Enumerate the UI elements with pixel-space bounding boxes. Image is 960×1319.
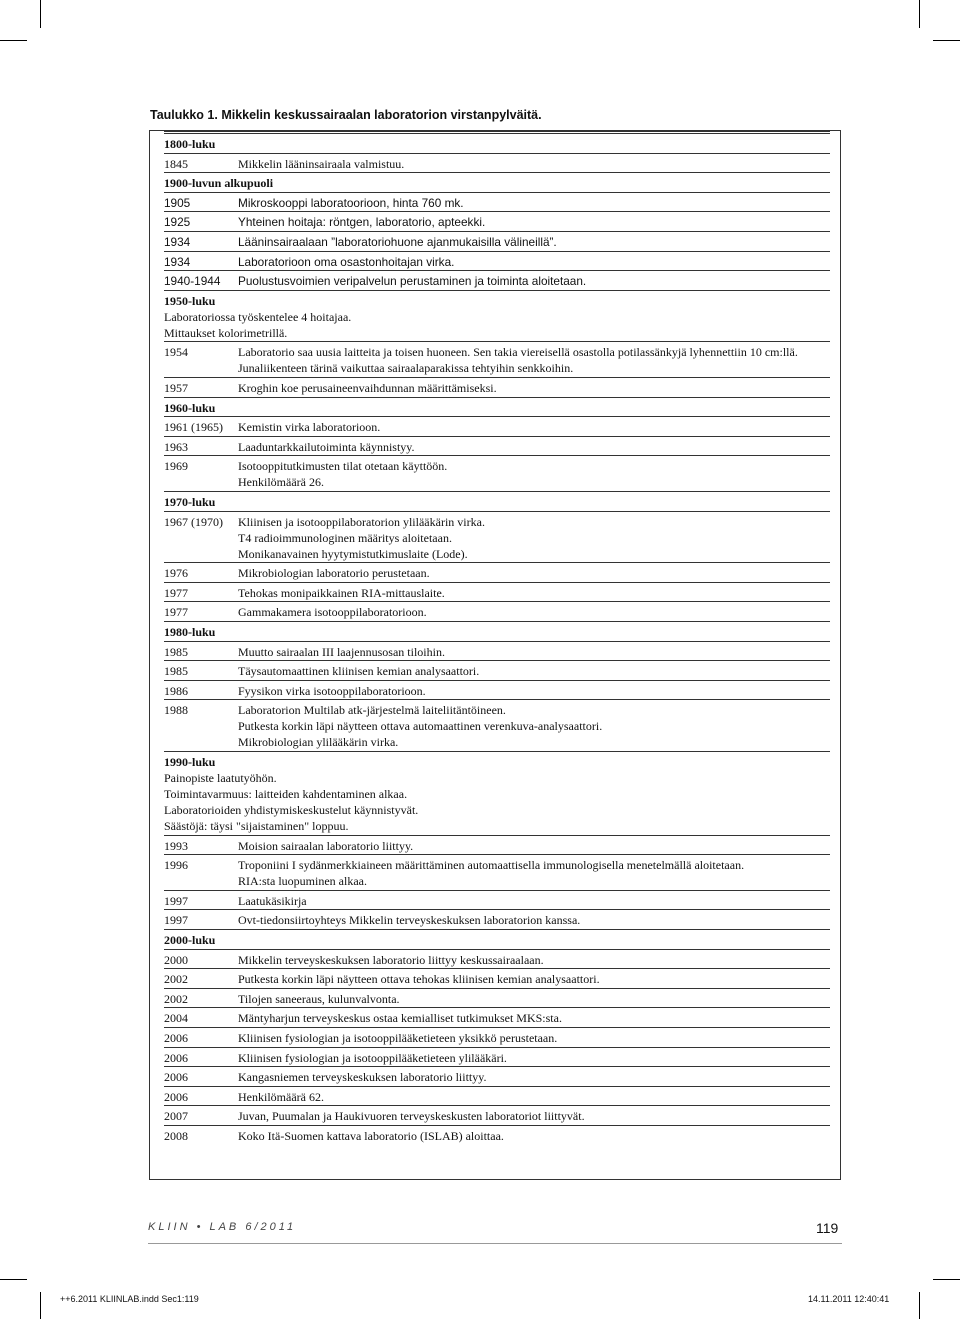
milestone-text: Puolustusvoimien veripalvelun perustaminen ja toiminta aloitetaan. xyxy=(238,274,587,289)
milestone-row xyxy=(164,1086,830,1103)
decade-heading-row xyxy=(164,491,830,508)
decade-note: Laboratoriossa työskentelee 4 hoitajaa. xyxy=(164,309,352,324)
milestone-year: 2000 xyxy=(164,952,188,967)
crop-mark xyxy=(0,1279,27,1280)
decade-note: Säästöjä: täysi "sijaistaminen" loppuu. xyxy=(164,819,349,833)
page-number: 119 xyxy=(816,1220,839,1236)
milestone-year: 1977 xyxy=(164,605,188,620)
milestone-text: T4 radioimmunologinen määritys aloitetaan. xyxy=(238,530,452,545)
milestone-text: Kliinisen ja isotooppilaboratorion ylilääkärin virka. xyxy=(238,514,485,529)
milestone-year: 2006 xyxy=(164,1050,188,1065)
milestone-year: 1963 xyxy=(164,439,188,454)
decade-heading: 1900-luvun alkupuoli xyxy=(164,176,274,191)
milestone-text: Kliinisen fysiologian ja isotooppilääketieteen ylilääkäri. xyxy=(238,1050,507,1065)
milestone-text: Ovt-tiedonsiirtoyhteys Mikkelin terveyskeskuksen laboratorion kanssa. xyxy=(238,913,581,928)
milestone-row xyxy=(164,641,830,658)
milestone-row xyxy=(164,1066,830,1083)
milestone-text: Yhteinen hoitaja: röntgen, laboratorio, apteekki. xyxy=(238,215,486,230)
decade-heading-row xyxy=(164,621,830,638)
crop-mark xyxy=(933,1279,960,1280)
milestone-year: 1997 xyxy=(164,893,188,908)
decade-heading-row xyxy=(164,397,830,414)
decade-heading: 1990-luku xyxy=(164,755,216,769)
crop-mark xyxy=(40,1292,41,1319)
milestone-row xyxy=(164,835,830,852)
footer-rule xyxy=(148,1243,842,1244)
milestone-year: 2002 xyxy=(164,991,188,1006)
milestone-rows xyxy=(164,131,830,1179)
milestone-year: 1954 xyxy=(164,345,188,360)
milestone-year: 1985 xyxy=(164,664,188,679)
milestone-row xyxy=(164,1007,830,1024)
milestone-row xyxy=(164,680,830,697)
milestone-text: Laboratorion Multilab atk-järjestelmä laiteliitäntöineen. xyxy=(238,703,506,718)
table-caption: Taulukko 1. Mikkelin keskussairaalan laboratorion virstanpylväitä. xyxy=(150,108,542,122)
milestone-row xyxy=(164,270,830,287)
milestone-year: 1976 xyxy=(164,566,188,581)
milestone-text: Täysautomaattinen kliinisen kemian analysaattori. xyxy=(238,664,480,679)
milestone-text: Junaliikenteen tärinä vaikuttaa sairaalaparakissa tehtyihin senkkoihin. xyxy=(238,361,574,376)
milestone-row xyxy=(164,211,830,228)
milestone-row xyxy=(164,582,830,599)
milestone-text: Troponiini I sydänmerkkiaineen määrittäminen automaattisella immunologisella menetelmällä aloitetaan. xyxy=(238,858,745,873)
milestone-row xyxy=(164,341,830,374)
milestone-year: 1845 xyxy=(164,156,188,171)
milestone-year: 1985 xyxy=(164,644,188,659)
crop-mark xyxy=(40,0,41,28)
milestone-year: 1996 xyxy=(164,858,188,873)
decade-note: Mittaukset kolorimetrillä. xyxy=(164,325,288,340)
milestone-row xyxy=(164,231,830,248)
milestone-text: Laboratorio saa uusia laitteita ja toisen huoneen. Sen takia viereisellä osastolla potilassänkyjä lyhennettiin 10 cm:llä. xyxy=(238,345,798,360)
milestone-text: Putkesta korkin läpi näytteen ottava automaattinen verenkuva-analysaattori. xyxy=(238,719,603,734)
milestone-row xyxy=(164,890,830,907)
milestone-row xyxy=(164,436,830,453)
milestone-text: Laatukäsikirja xyxy=(238,893,307,908)
milestone-row xyxy=(164,251,830,268)
decade-heading: 2000-luku xyxy=(164,933,216,947)
milestone-year: 2004 xyxy=(164,1011,188,1026)
decade-heading-row xyxy=(164,133,830,150)
milestone-text: Tilojen saneeraus, kulunvalvonta. xyxy=(238,991,400,1006)
milestone-text: Mikroskooppi laboratoorioon, hinta 760 mk. xyxy=(238,195,464,210)
milestone-year: 1961 (1965) xyxy=(164,420,223,435)
decade-note: Painopiste laatutyöhön. xyxy=(164,771,277,785)
milestone-year: 1925 xyxy=(164,215,191,230)
milestone-row xyxy=(164,377,830,394)
milestone-text: Mikkelin lääninsairaala valmistuu. xyxy=(238,156,405,171)
milestone-text: Henkilömäärä 26. xyxy=(238,475,324,490)
milestone-row xyxy=(164,988,830,1005)
milestone-text: Mäntyharjun terveyskeskus ostaa kemialliset tutkimukset MKS:sta. xyxy=(238,1011,562,1026)
milestone-text: Kliinisen fysiologian ja isotooppilääketieteen yksikkö perustetaan. xyxy=(238,1031,558,1045)
milestone-row xyxy=(164,1105,830,1122)
decade-heading: 1980-luku xyxy=(164,625,216,639)
milestone-year: 1993 xyxy=(164,838,188,853)
milestone-row xyxy=(164,455,830,488)
decade-heading: 1950-luku xyxy=(164,293,216,308)
milestone-text: Mikrobiologian laboratorio perustetaan. xyxy=(238,566,430,581)
milestone-row xyxy=(164,909,830,926)
milestone-text: Gammakamera isotooppilaboratorioon. xyxy=(238,605,427,620)
decade-heading: 1800-luku xyxy=(164,137,216,151)
milestone-text: Monikanavainen hyytymistutkimuslaite (Lode). xyxy=(238,546,468,561)
milestone-year: 1986 xyxy=(164,683,188,698)
milestone-text: Kroghin koe perusaineenvaihdunnan määrittämiseksi. xyxy=(238,381,497,395)
milestone-text: Mikkelin terveyskeskuksen laboratorio liittyy keskussairaalaan. xyxy=(238,952,544,967)
journal-brand: KLIIN • LAB 6/2011 xyxy=(148,1221,297,1233)
milestone-row xyxy=(164,416,830,433)
decade-heading: 1970-luku xyxy=(164,495,216,509)
milestone-text: Tehokas monipaikkainen RIA-mittauslaite. xyxy=(238,585,445,600)
milestone-text: Lääninsairaalaan ”laboratoriohuone ajanmukaisilla välineillä”. xyxy=(238,235,557,249)
milestone-year: 1977 xyxy=(164,585,188,600)
milestone-row xyxy=(164,968,830,985)
milestone-year: 1969 xyxy=(164,459,188,474)
decade-heading: 1960-luku xyxy=(164,400,216,415)
milestone-table xyxy=(149,130,841,1180)
milestone-row xyxy=(164,1047,830,1064)
milestone-text: Fyysikon virka isotooppilaboratorioon. xyxy=(238,683,426,698)
milestone-row xyxy=(164,854,830,887)
milestone-text: Henkilömäärä 62. xyxy=(238,1089,324,1104)
milestone-year: 2008 xyxy=(164,1129,188,1143)
milestone-row xyxy=(164,511,830,560)
decade-heading-row xyxy=(164,172,830,189)
milestone-row xyxy=(164,660,830,677)
milestone-year: 1988 xyxy=(164,703,188,718)
milestone-year: 2006 xyxy=(164,1070,188,1085)
milestone-text: Koko Itä-Suomen kattava laboratorio (ISLAB) aloittaa. xyxy=(238,1129,504,1143)
milestone-text: Moision sairaalan laboratorio liittyy. xyxy=(238,838,414,853)
print-slug-date: 14.11.2011 12:40:41 xyxy=(808,1294,890,1304)
milestone-text: Laaduntarkkailutoiminta käynnistyy. xyxy=(238,439,415,454)
milestone-text: Muutto sairaalan III laajennusosan tiloihin. xyxy=(238,644,445,659)
crop-mark xyxy=(933,40,960,41)
crop-mark xyxy=(0,40,27,41)
crop-mark xyxy=(919,0,920,28)
milestone-text: Laboratorioon oma osastonhoitajan virka. xyxy=(238,254,455,269)
milestone-text: Kangasniemen terveyskeskuksen laboratorio liittyy. xyxy=(238,1070,487,1085)
decade-heading-row xyxy=(164,751,830,832)
milestone-row xyxy=(164,949,830,966)
milestone-year: 2006 xyxy=(164,1089,188,1104)
milestone-year: 1905 xyxy=(164,195,191,210)
milestone-text: Putkesta korkin läpi näytteen ottava tehokas kliinisen kemian analysaattori. xyxy=(238,972,600,987)
milestone-row xyxy=(164,1125,830,1142)
milestone-year: 1934 xyxy=(164,254,191,269)
milestone-text: Mikrobiologian ylilääkärin virka. xyxy=(238,735,399,750)
milestone-row xyxy=(164,153,830,170)
milestone-year: 2006 xyxy=(164,1031,188,1045)
milestone-year: 2007 xyxy=(164,1109,188,1124)
print-slug-file: ++6.2011 KLIINLAB.indd Sec1:119 xyxy=(60,1294,199,1304)
milestone-text: Kemistin virka laboratorioon. xyxy=(238,420,381,435)
milestone-year: 1997 xyxy=(164,913,188,928)
milestone-year: 1940-1944 xyxy=(164,274,221,289)
milestone-row xyxy=(164,601,830,618)
milestone-year: 1967 (1970) xyxy=(164,514,223,529)
milestone-year: 2002 xyxy=(164,972,188,987)
milestone-row xyxy=(164,192,830,209)
decade-heading-row xyxy=(164,929,830,946)
milestone-row xyxy=(164,562,830,579)
milestone-text: Juvan, Puumalan ja Haukivuoren terveyskeskusten laboratoriot liittyvät. xyxy=(238,1109,585,1124)
decade-note: Toimintavarmuus: laitteiden kahdentaminen alkaa. xyxy=(164,787,408,801)
milestone-text: RIA:sta luopuminen alkaa. xyxy=(238,874,367,889)
decade-heading-row xyxy=(164,290,830,339)
milestone-row xyxy=(164,1027,830,1044)
decade-note: Laboratorioiden yhdistymiskeskustelut käynnistyvät. xyxy=(164,803,419,817)
crop-mark xyxy=(919,1292,920,1319)
milestone-year: 1957 xyxy=(164,381,188,395)
milestone-year: 1934 xyxy=(164,235,191,249)
milestone-text: Isotooppitutkimusten tilat otetaan käyttöön. xyxy=(238,459,448,474)
milestone-row xyxy=(164,699,830,748)
